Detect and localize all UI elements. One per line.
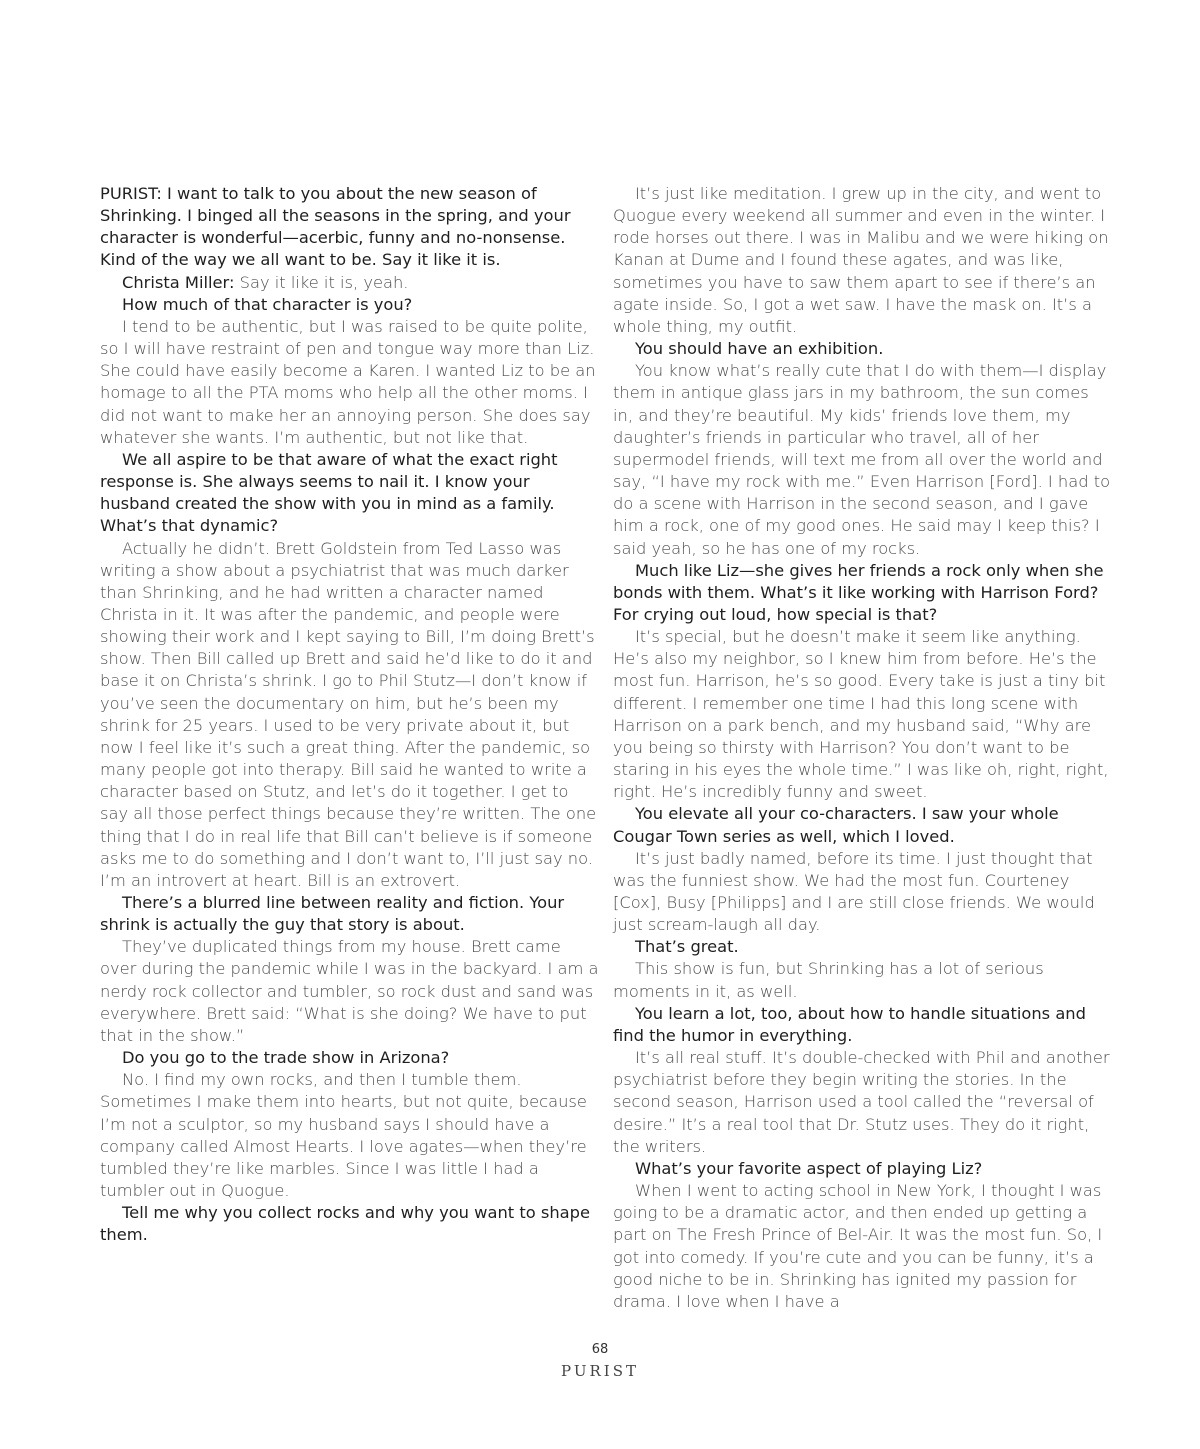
paragraph-text: Say it like it is, yeah. [234, 272, 409, 292]
paragraph-text: PURIST: I want to talk to you about the new season of Shrinking. I binged all the seasons in the spring, and your character is wonderful—acerbic, funny and no-nonsense. Kind of the way we all want to be. Say it like it is. [100, 184, 571, 270]
paragraph-text: We all aspire to be that aware of what the exact right response is. She always seems to nail it. I know your husband created the show with you in mind as a family. What’s that dynamic? [100, 449, 558, 536]
paragraph-text: You know what’s really cute that I do with them—I display them in antique glass jars in my bathroom, the sun comes in, and they’re beautiful. My kids’ friends love them, my daughter’s friends in particular who travel, all of her supermodel friends, will text me from all over the world and say, “I have my rock with me.” Even Harrison [Ford]. I had to do a scene with Harrison in the second season, and I gave him a rock, one of my good ones. He said may I keep this? I said yeah, so he has one of my rocks. [613, 361, 1111, 558]
paragraph-text: Actually he didn’t. Brett Goldstein from Ted Lasso was writing a show about a psychiatrist that was much darker than Shrinking, and he had written a character named Christa in it. It was after the pandemic, and people were showing their work and I kept saying to Bill, I’m doing Brett’s show. Then Bill called up Brett and said he’d like to do it and base it on Christa’s shrink. I go to Phil Stutz—I don’t know if you’ve seen the documentary on him, but he’s been my shrink for 25 years. I used to be very private about it, but now I feel like it’s such a great thing. After the pandemic, so many people got into therapy. Bill said he wanted to write a character based on Stutz, and let’s do it together. I get to say all those perfect things because they’re written. The one thing that I do in real life that Bill can’t believe is if someone asks me to do something and I don’t want to, I’ll just say no. I’m an introvert at heart. Bill is an extrovert. [100, 538, 597, 890]
interview-answer [613, 1047, 1113, 1158]
interview-question [100, 183, 600, 272]
interview-question [613, 1158, 1113, 1180]
paragraph-text: It’s all real stuff. It’s double-checked with Phil and another psychiatrist before they begin writing the stories. In the second season, Harrison used a tool called the “reversal of desire.” It’s a real tool that Dr. Stutz uses. They do it right, the writers. [613, 1048, 1110, 1156]
paragraph-text: Do you go to the trade show in Arizona? [122, 1048, 450, 1068]
paragraph-text: You elevate all your co-characters. I saw your whole Cougar Town series as well, which I loved. [613, 804, 1059, 846]
paragraph-text: That’s great. [635, 937, 739, 957]
speaker-label: Christa Miller: [122, 272, 235, 292]
interview-question [613, 936, 1113, 958]
interview-answer [613, 1180, 1113, 1313]
paragraph-text: What’s your favorite aspect of playing Liz? [635, 1158, 983, 1178]
paragraph-text: You should have an exhibition. [635, 339, 884, 359]
interview-question [100, 449, 600, 538]
interview-answer [613, 183, 1113, 338]
paragraph-text: Tell me why you collect rocks and why you want to shape them. [100, 1203, 590, 1245]
page-number: 68 [591, 1342, 609, 1357]
interview-answer [100, 538, 600, 893]
interview-answer [613, 848, 1113, 937]
interview-answer [100, 936, 600, 1047]
interview-answer [100, 316, 600, 449]
paragraph-text: Much like Liz—she gives her friends a rock only when she bonds with them. What’s it like working with Harrison Ford? For crying out loud, how special is that? [613, 560, 1104, 624]
interview-question [613, 338, 1113, 360]
paragraph-text: I tend to be authentic, but I was raised to be quite polite, so I will have restraint of pen and tongue way more than Liz. She could have easily become a Karen. I wanted Liz to be an homage to all the PTA moms who help all the other moms. I did not want to make her an annoying person. She does say whatever she wants. I’m authentic, but not like that. [100, 316, 596, 447]
paragraph-text: You learn a lot, too, about how to handle situations and find the humor in everything. [613, 1003, 1086, 1045]
interview-question [100, 294, 600, 316]
interview-question [100, 1202, 600, 1246]
interview-answer [100, 272, 600, 294]
interview-question [613, 803, 1113, 847]
interview-question [613, 1003, 1113, 1047]
interview-question [100, 1047, 600, 1069]
interview-answer [613, 360, 1113, 559]
paragraph-text: This show is fun, but Shrinking has a lot of serious moments in it, as well. [613, 959, 1044, 1001]
paragraph-text: No. I find my own rocks, and then I tumble them. Sometimes I make them into hearts, but not quite, because I’m not a sculptor, so my husband says I should have a company called Almost Hearts. I love agates—when they’re tumbled they’re like marbles. Since I was little I had a tumbler out in Quogue. [100, 1070, 587, 1201]
paragraph-text: When I went to acting school in New York, I thought I was going to be a dramatic actor, and then ended up getting a part on The Fresh Prince of Bel-Air. It was the most fun. So, I got into comedy. If you’re cute and you can be funny, it’s a good niche to be in. Shrinking has ignited my passion for drama. I love when I have a [613, 1181, 1103, 1311]
interview-question [100, 892, 600, 936]
interview-answer [613, 958, 1113, 1002]
interview-answer [613, 626, 1113, 803]
magazine-logo: PURIST [561, 1362, 639, 1380]
right-column [613, 183, 1113, 1313]
paragraph-text: How much of that character is you? [122, 294, 413, 314]
paragraph-text: It’s just badly named, before its time. I just thought that was the funniest show. We had the most fun. Courteney [Cox], Busy [Philipps] and I are still close friends. We would just scream-laugh all day. [613, 848, 1095, 935]
interview-question [613, 560, 1113, 626]
paragraph-text: There’s a blurred line between reality and fiction. Your shrink is actually the guy that story is about. [100, 893, 565, 935]
paragraph-text: It’s special, but he doesn’t make it seem like anything. He’s also my neighbor, so I knew him from before. He’s the most fun. Harrison, he’s so good. Every take is just a tiny bit different. I remember one time I had this long scene with Harrison on a park bench, and my husband said, “Why are you being so thirsty with Harrison? You don’t want to be staring in his eyes the whole time.” I was like oh, right, right, right. He’s incredibly funny and sweet. [613, 627, 1109, 802]
left-column [100, 183, 600, 1247]
paragraph-text: It’s just like meditation. I grew up in the city, and went to Quogue every weekend all summer and even in the winter. I rode horses out there. I was in Malibu and we were hiking on Kanan at Dume and I found these agates, and was like, sometimes you have to saw them apart to see if there’s an agate inside. So, I got a wet saw. I have the mask on. It’s a whole thing, my outfit. [613, 184, 1109, 336]
interview-answer [100, 1069, 600, 1202]
paragraph-text: They’ve duplicated things from my house. Brett came over during the pandemic while I was in the backyard. I am a nerdy rock collector and tumbler, so rock dust and sand was everywhere. Brett said: “What is she doing? We have to put that in the show.” [100, 937, 599, 1045]
